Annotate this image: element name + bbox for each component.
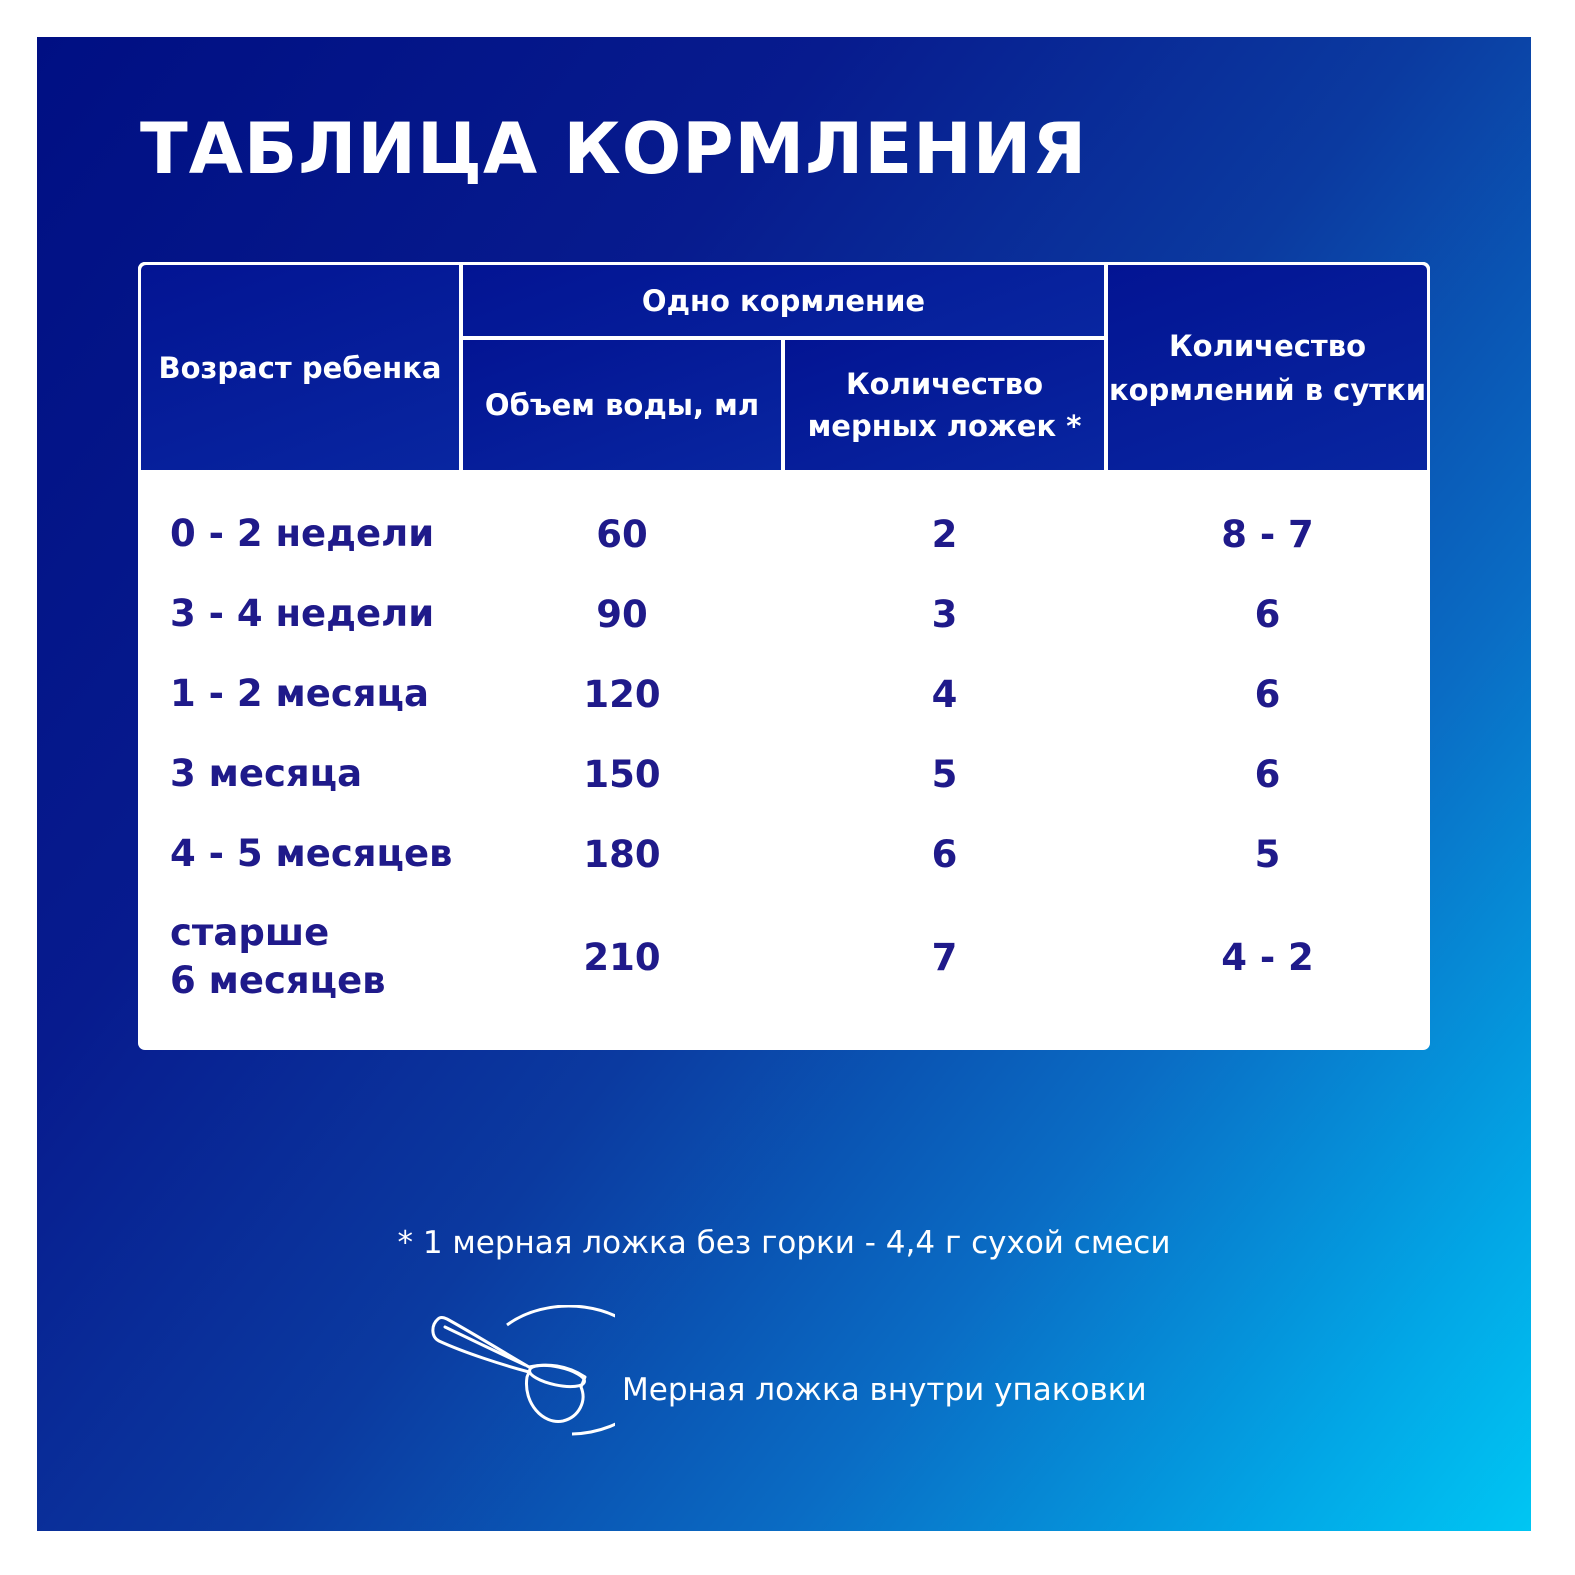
cell-water: 60 [596,512,648,556]
header-one-feeding [463,265,1104,336]
table-header [138,262,1430,472]
cell-water: 150 [583,752,661,796]
cell-age [170,894,470,1020]
cell-age: 3 месяца [170,752,363,795]
cell-age-line1: старше [170,911,330,954]
cell-age: 1 - 2 месяца [170,672,429,715]
footnote: * 1 мерная ложка без горки - 4,4 г сухой смеси [397,1225,1171,1261]
header-water-volume-label: Объем воды, мл [484,388,760,422]
table-row [138,814,1430,894]
measuring-spoon-icon [425,1305,615,1445]
cell-feedings: 6 [1254,592,1281,636]
cell-feedings: 6 [1254,672,1281,716]
cell-spoons: 6 [931,832,958,876]
header-spoons-line2: мерных ложек * [807,409,1082,443]
table-row [138,894,1430,1020]
cell-water: 180 [583,832,661,876]
table-row [138,734,1430,814]
cell-age: 3 - 4 недели [170,592,435,635]
cell-water: 210 [583,935,661,979]
header-feedings-line2: кормлений в сутки [1108,372,1427,407]
cell-feedings: 5 [1254,832,1281,876]
cell-spoons: 7 [931,935,958,979]
cell-spoons: 5 [931,752,958,796]
header-feedings-per-day [1108,265,1427,470]
cell-spoons: 4 [931,672,958,716]
cell-age-line2: 6 месяцев [170,959,386,1002]
cell-feedings: 8 - 7 [1221,512,1314,556]
header-age-label: Возраст ребенка [158,350,442,385]
cell-spoons: 2 [931,512,958,556]
header-age [141,265,459,470]
feeding-table [138,262,1430,1050]
spoon-caption: Мерная ложка внутри упаковки [622,1372,1147,1408]
header-one-feeding-label: Одно кормление [641,283,926,318]
cell-spoons: 3 [931,592,958,636]
cell-feedings: 6 [1254,752,1281,796]
cell-water: 120 [583,672,661,716]
table-row [138,574,1430,654]
table-row [138,494,1430,574]
cell-age: 4 - 5 месяцев [170,832,453,875]
header-water-volume [463,340,781,470]
cell-age: 0 - 2 недели [170,512,435,555]
feeding-table-panel [37,37,1531,1531]
header-spoons-line1: Количество [845,367,1044,401]
header-spoons [785,340,1104,470]
header-feedings-line1: Количество [1168,328,1367,363]
cell-feedings: 4 - 2 [1221,935,1314,979]
cell-water: 90 [596,592,648,636]
page-title: ТАБЛИЦА КОРМЛЕНИЯ [140,108,1088,190]
table-row [138,654,1430,734]
